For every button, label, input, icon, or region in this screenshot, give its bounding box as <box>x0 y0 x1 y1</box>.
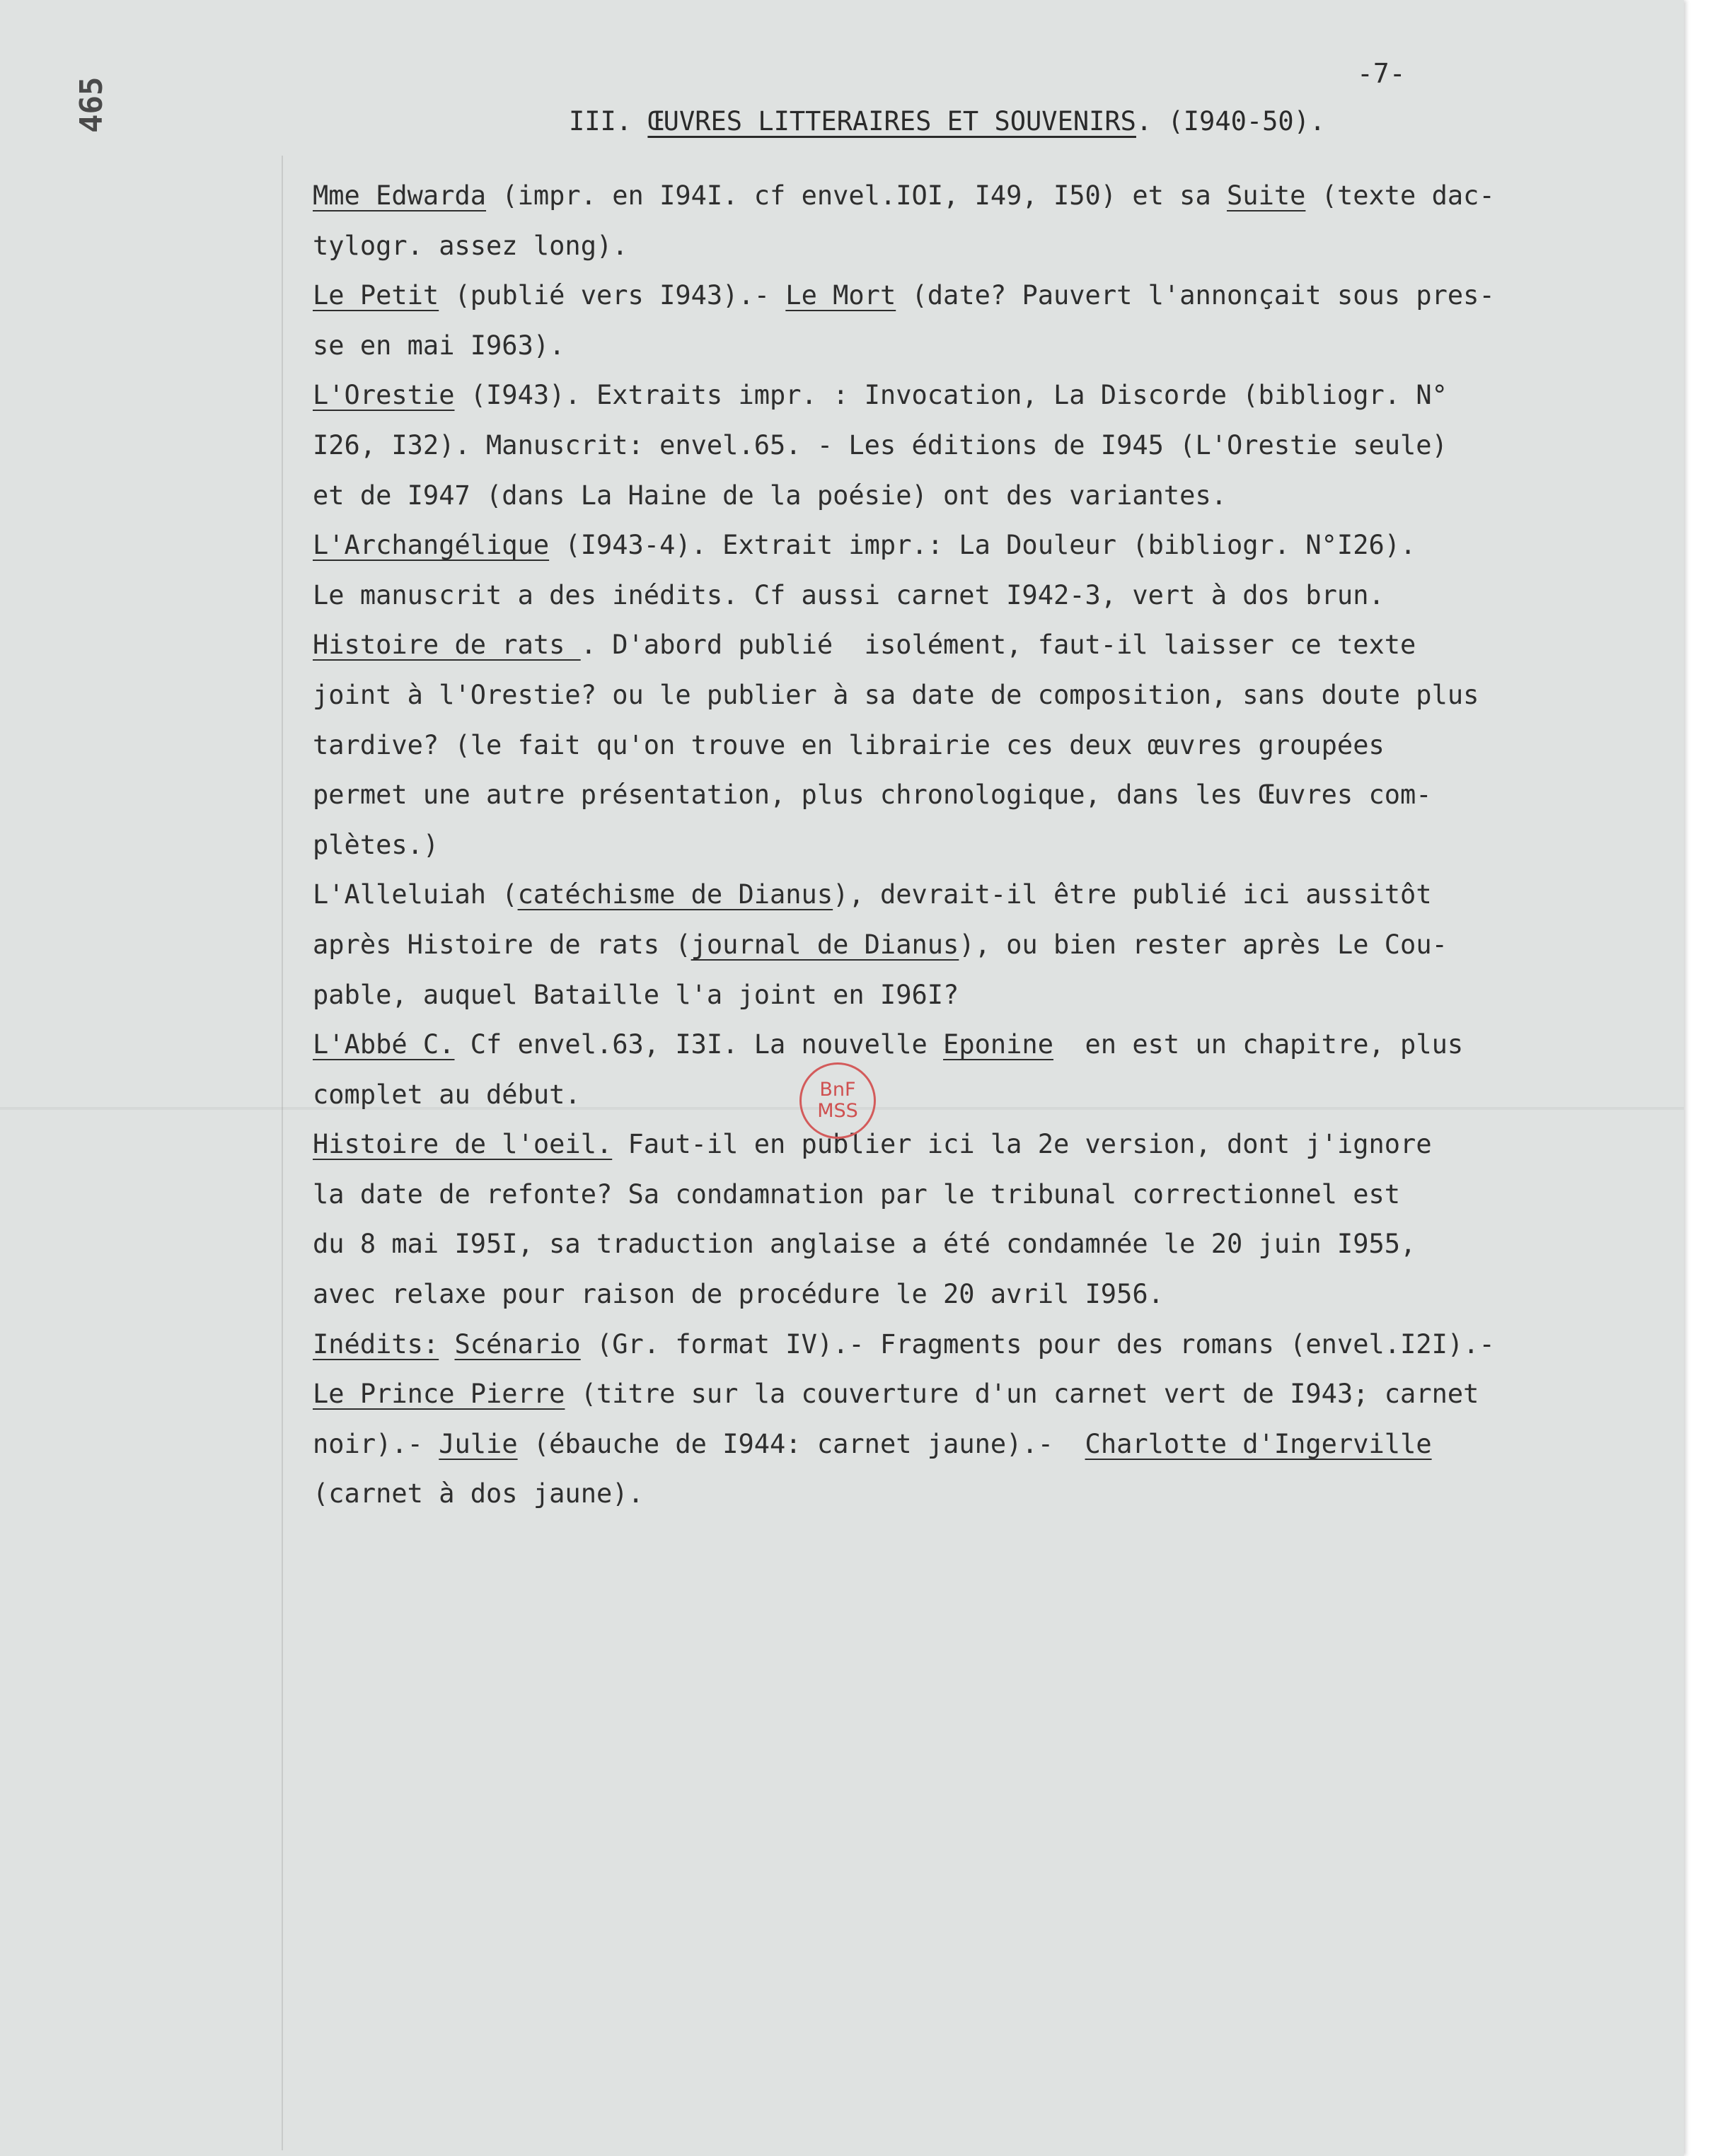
text-line <box>313 870 1671 920</box>
text-segment: I26, I32). Manuscrit: envel.65. - Les éditions de I945 (L'Orestie seule) <box>313 429 1448 460</box>
stamp-line-1: BnF <box>819 1079 856 1101</box>
stamp-line-2: MSS <box>817 1100 858 1122</box>
text-line <box>313 1270 1671 1320</box>
text-segment: la date de refonte? Sa condamnation par le tribunal correctionnel est <box>313 1178 1401 1210</box>
text-segment: avec relaxe pour raison de procédure le 20 avril I956. <box>313 1279 1164 1310</box>
text-segment: plètes.) <box>313 829 439 860</box>
text-line <box>313 271 1671 321</box>
margin-rule <box>282 156 283 2150</box>
text-segment: Cf envel.63, I3I. La nouvelle <box>454 1029 944 1060</box>
bnf-mss-stamp <box>799 1062 876 1139</box>
underlined-title-segment: Histoire de l'oeil. <box>313 1129 613 1160</box>
text-segment: (carnet à dos jaune). <box>313 1478 644 1509</box>
text-line <box>313 321 1671 371</box>
text-line <box>313 970 1671 1021</box>
text-line <box>313 221 1671 272</box>
text-segment: du 8 mai I95I, sa traduction anglaise a été condamnée le 20 juin I955, <box>313 1229 1416 1260</box>
text-segment: Le manuscrit a des inédits. Cf aussi carnet I942-3, vert à dos brun. <box>313 579 1385 610</box>
title-prefix: III. <box>569 106 648 137</box>
text-line <box>313 671 1671 721</box>
text-line <box>313 571 1671 621</box>
text-line <box>313 821 1671 871</box>
text-segment: tardive? (le fait qu'on trouve en librairie ces deux œuvres groupées <box>313 729 1385 760</box>
text-line <box>313 721 1671 771</box>
underlined-title-segment: Eponine <box>943 1029 1053 1060</box>
underlined-title-segment: L'Archangélique <box>313 530 550 561</box>
archive-folio-number: 465 <box>74 76 110 133</box>
text-segment: (date? Pauvert l'annonçait sous pres- <box>896 280 1495 311</box>
text-segment: L'Alleluiah ( <box>313 879 518 910</box>
title-underlined: ŒUVRES LITTERAIRES ET SOUVENIRS <box>647 106 1136 137</box>
underlined-title-segment: Le Mort <box>785 280 896 311</box>
text-segment: pable, auquel Bataille l'a joint en I96I? <box>313 979 959 1010</box>
underlined-title-segment: Scénario <box>454 1328 581 1360</box>
text-line <box>313 1020 1671 1070</box>
underlined-title-segment: Inédits: <box>313 1328 439 1360</box>
text-line <box>313 1320 1671 1370</box>
text-segment: (Gr. format IV).- Fragments pour des romans (envel.I2I).- <box>580 1328 1495 1360</box>
text-line <box>313 1170 1671 1220</box>
underlined-title-segment: Le Petit <box>313 280 439 311</box>
page-number: -7- <box>1357 58 1406 89</box>
text-segment: . D'abord publié isolément, faut-il laisser ce texte <box>580 630 1416 661</box>
text-line <box>313 1469 1671 1519</box>
text-segment: ), devrait-il être publié ici aussitôt <box>833 879 1432 910</box>
underlined-title-segment: Charlotte d'Ingerville <box>1085 1428 1432 1459</box>
text-segment: Faut-il en publier ici la 2e version, dont j'ignore <box>612 1129 1432 1160</box>
text-line <box>313 371 1671 421</box>
text-segment: se en mai I963). <box>313 330 565 361</box>
text-segment: (ébauche de I944: carnet jaune).- <box>517 1428 1085 1459</box>
underlined-title-segment: Suite <box>1227 180 1306 211</box>
text-segment: complet au début. <box>313 1079 581 1110</box>
underlined-title-segment: L'Orestie <box>313 380 455 411</box>
text-segment: après Histoire de rats ( <box>313 929 691 960</box>
text-line <box>313 421 1671 471</box>
text-segment: et de I947 (dans La Haine de la poésie) ont des variantes. <box>313 480 1227 511</box>
body-text <box>313 171 1671 1519</box>
text-line <box>313 471 1671 521</box>
text-segment: en est un chapitre, plus <box>1053 1029 1464 1060</box>
text-segment: tylogr. assez long). <box>313 230 628 261</box>
title-suffix: . (I940-50). <box>1136 106 1326 137</box>
text-segment <box>439 1329 454 1360</box>
text-line <box>313 1120 1671 1170</box>
underlined-title-segment: Julie <box>439 1428 518 1459</box>
text-line <box>313 1420 1671 1470</box>
underlined-title-segment: Histoire de rats <box>313 630 581 661</box>
text-line <box>313 770 1671 821</box>
text-segment: permet une autre présentation, plus chronologique, dans les Œuvres com- <box>313 779 1432 811</box>
text-line <box>313 1369 1671 1420</box>
underlined-title-segment: journal de Dianus <box>691 929 959 960</box>
text-segment: (publié vers I943).- <box>439 280 786 311</box>
text-line <box>313 521 1671 571</box>
text-segment: noir).- <box>313 1428 439 1459</box>
text-line <box>313 1219 1671 1270</box>
underlined-title-segment: L'Abbé C. <box>313 1029 455 1060</box>
text-line <box>313 620 1671 671</box>
text-segment: (texte dac- <box>1305 180 1495 211</box>
underlined-title-segment: Le Prince Pierre <box>313 1379 565 1410</box>
text-line <box>313 1070 1671 1120</box>
underlined-title-segment: Mme Edwarda <box>313 180 487 211</box>
text-segment: (I943-4). Extrait impr.: La Douleur (bibliogr. N°I26). <box>549 530 1416 561</box>
text-segment: (titre sur la couverture d'un carnet vert de I943; carnet <box>565 1379 1479 1410</box>
text-line <box>313 920 1671 970</box>
text-segment: joint à l'Orestie? ou le publier à sa date de composition, sans doute plus <box>313 679 1479 710</box>
text-line <box>313 171 1671 221</box>
text-segment: ), ou bien rester après Le Cou- <box>959 929 1448 960</box>
text-segment: (I943). Extraits impr. : Invocation, La Discorde (bibliogr. N° <box>454 380 1448 411</box>
underlined-title-segment: catéchisme de Dianus <box>517 879 833 910</box>
section-title <box>569 106 1325 137</box>
text-segment: (impr. en I94I. cf envel.IOI, I49, I50) et sa <box>486 180 1227 211</box>
